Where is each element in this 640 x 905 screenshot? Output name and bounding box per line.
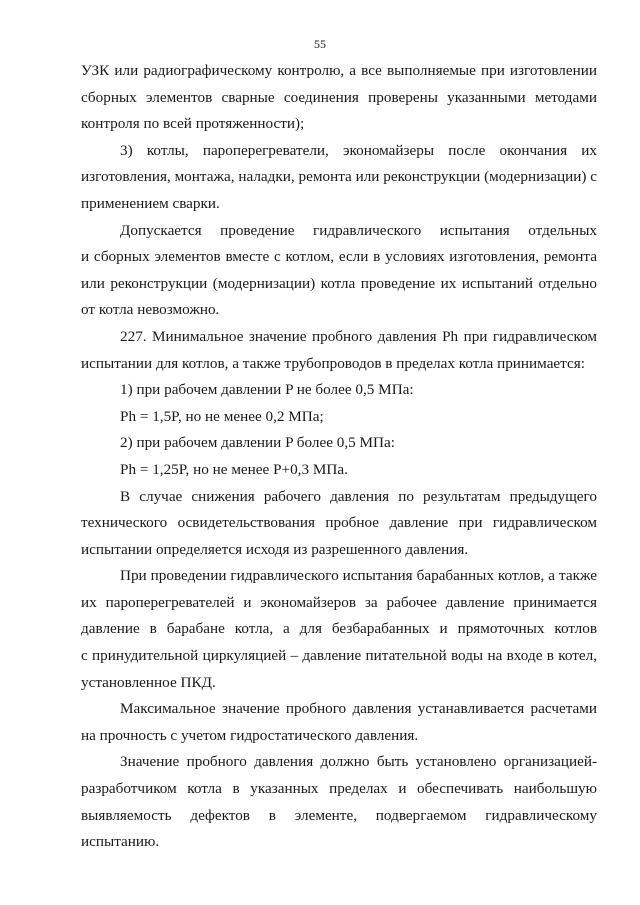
text-line: разработчиком котла в указанных пределах и обеспечивать наибольшую	[81, 780, 597, 798]
text-line: 3) котлы, пароперегреватели, экономайзеры после окончания их	[120, 141, 597, 159]
case-2-condition: 2) при рабочем давлении P более 0,5 МПа:	[120, 434, 395, 452]
case-1-condition: 1) при рабочем давлении P не более 0,5 МПа:	[120, 381, 414, 399]
paragraph-227	[81, 324, 597, 377]
text-line: технического освидетельствования пробное давление при гидравлическом	[81, 514, 597, 532]
text-line: давление в барабане котла, а для безбарабанных и прямоточных котлов	[81, 620, 597, 638]
case-2-formula: Ph = 1,25P, но не менее P+0,3 МПа.	[120, 460, 348, 478]
text-line: с принудительной циркуляцией – давление питательной воды на входе в котел,	[81, 647, 597, 665]
text-line: испытании для котлов, а также трубопроводов в пределах котла принимается:	[81, 354, 585, 372]
text-line: сборных элементов сварные соединения проверены указанными методами	[81, 88, 597, 106]
text-line: испытанию.	[81, 833, 160, 851]
text-line: Максимальное значение пробного давления устанавливается расчетами	[120, 700, 597, 718]
text-line: контроля по всей протяженности);	[81, 115, 305, 133]
case-1-formula: Ph = 1,5P, но не менее 0,2 МПа;	[120, 407, 324, 425]
text-line: При проведении гидравлического испытания барабанных котлов, а также	[120, 567, 597, 585]
text-line: и сборных элементов вместе с котлом, если в условиях изготовления, ремонта	[81, 248, 597, 266]
text-line: Значение пробного давления должно быть установлено организацией-	[120, 753, 597, 771]
text-line: УЗК или радиографическому контролю, а все выполняемые при изготовлении	[81, 62, 597, 79]
text-line: или реконструкции (модернизации) котла проведение их испытаний отдельно	[81, 274, 597, 292]
text-line: Допускается проведение гидравлического испытания отдельных	[120, 221, 597, 239]
text-line: выявляемость дефектов в элементе, подвергаемом гидравлическому	[81, 806, 597, 824]
text-line: на прочность с учетом гидростатического давления.	[81, 726, 419, 744]
paragraph	[81, 749, 597, 855]
text-line: испытании определяется исходя из разрешенного давления.	[81, 540, 469, 558]
paragraph	[81, 138, 597, 218]
text-line: В случае снижения рабочего давления по результатам предыдущего	[120, 487, 597, 505]
text-line: 227. Минимальное значение пробного давления Ph при гидравлическом	[120, 327, 597, 345]
page-number: 55	[314, 37, 326, 51]
text-line: их пароперегревателей и экономайзеров за рабочее давление принимается	[81, 593, 597, 611]
text-line: изготовления, монтажа, наладки, ремонта или реконструкции (модернизации) с	[81, 168, 597, 186]
paragraph	[81, 696, 597, 749]
paragraph	[81, 484, 597, 564]
text-line: от котла невозможно.	[81, 301, 220, 319]
paragraph	[81, 58, 597, 138]
paragraph	[81, 218, 597, 324]
page-body	[81, 58, 597, 856]
text-line: установленное ПКД.	[81, 673, 216, 691]
text-line: применением сварки.	[81, 194, 220, 212]
paragraph	[81, 563, 597, 696]
